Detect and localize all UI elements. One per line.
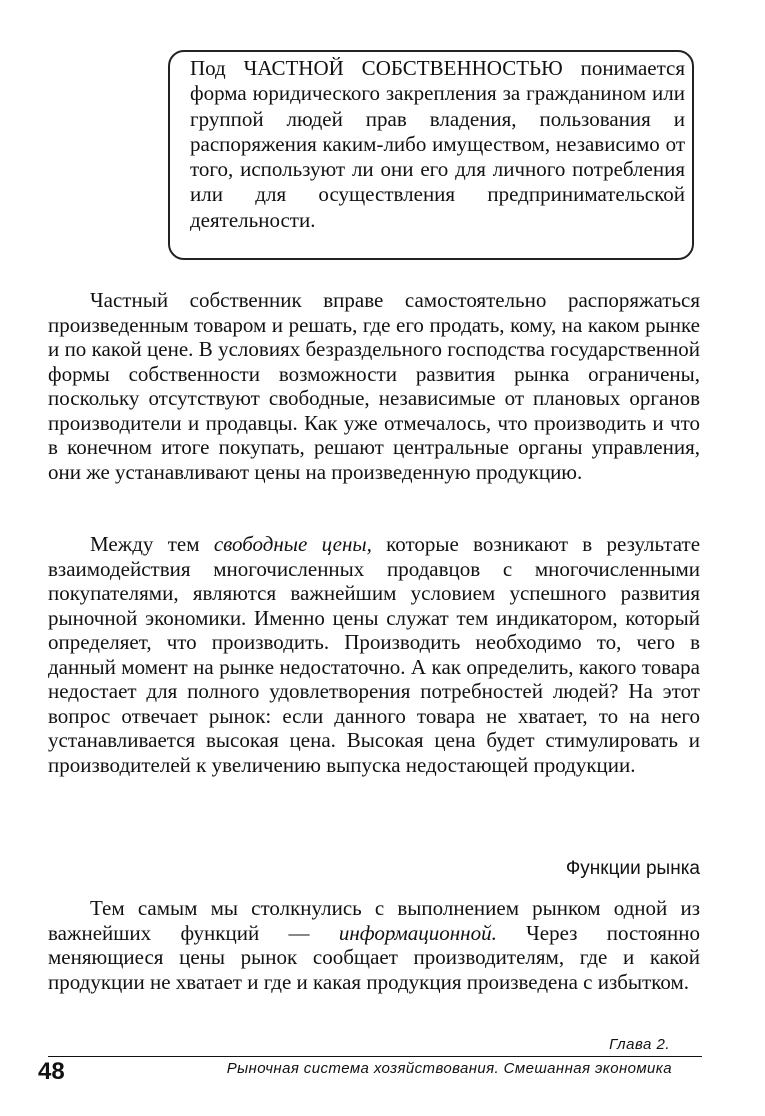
page-number: 48 <box>38 1058 65 1085</box>
running-footer-title: Рыночная система хозяйствования. Смешанная экономика <box>226 1060 672 1077</box>
section-heading: Функции рынка <box>565 858 700 879</box>
paragraph-2-emphasis: свободные цены, <box>213 532 372 556</box>
definition-text <box>190 56 685 233</box>
definition-term: ЧАСТНОЙ СОБСТВЕННОСТЬЮ <box>243 56 563 80</box>
paragraph-2 <box>48 532 700 777</box>
paragraph-2-rest: которые возникают в результате взаимодействия многочисленных продавцов с многочисленными покупателями, являются важнейшим условием успешного развития рыночной экономики. Именно цены служат тем индикатором, который определяет, что производить. Производить необходимо то, чего в данный момент на рынке недостаточно. А как определить, какого товара недостает для полного удовлетворения потребностей людей? На этот вопрос отвечает рынок: если данного товара не хватает, то на него устанавливается высокая цена. Высокая цена будет стимулировать и производителей к увеличению выпуска недостающей продукции. <box>48 532 701 777</box>
definition-body: понимается форма юридического закрепления за гражданином или группой людей прав владения, пользования и распоряжения каким-либо имуществом, независимо от того, используют ли они его для личного потребления или для осуществления предпринимательской деятельности. <box>190 56 685 232</box>
paragraph-3-emphasis: информационной. <box>338 920 497 945</box>
paragraph-3-prefix: Тем самым мы столкнулись с выполнением рынком одной из важнейших функций — <box>48 896 700 945</box>
paragraph-3 <box>48 896 700 994</box>
paragraph-1-text: Частный собственник вправе самостоятельно распоряжаться произведенным товаром и решать, где его продать, кому, на каком рынке и по какой цене. В условиях безраздельного господства государственной формы собственности возможности развития рынка ограничены, поскольку отсутствуют свободные, независимые от плановых органов производители и продавцы. Как уже отмечалось, что производить и что в конечном итоге покупать, решают центральные органы управления, они же устанавливают цены на произведенную продукцию. <box>48 288 700 484</box>
chapter-label: Глава 2. <box>609 1036 670 1053</box>
footer-divider <box>48 1056 702 1057</box>
paragraph-2-prefix: Между тем <box>90 532 214 556</box>
paragraph-3-rest: Через постоянно меняющиеся цены рынок сообщает производителям, где и какой продукции не хватает и где и какая продукция произведена с избытком. <box>48 920 700 994</box>
definition-prefix: Под <box>190 56 244 80</box>
paragraph-1 <box>48 288 700 484</box>
